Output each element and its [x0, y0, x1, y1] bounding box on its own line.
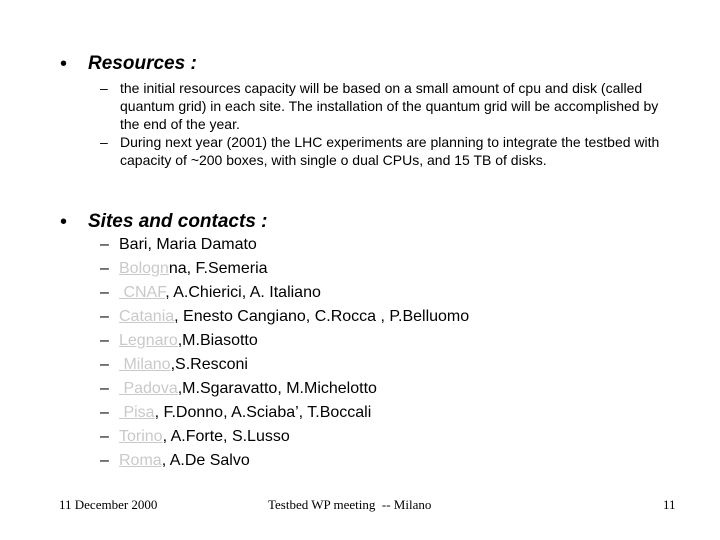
site-link-padova[interactable]: Padova: [119, 380, 178, 397]
resources-item-2-dash: –: [100, 134, 108, 150]
site-item-bari: [100, 235, 257, 255]
site-item-catania: [100, 307, 469, 327]
site-contacts: Bari, Maria Damato: [119, 236, 257, 253]
footer-date: 11 December 2000: [59, 497, 158, 512]
site-contacts: ,M.Sgaravatto, M.Michelotto: [177, 380, 377, 397]
site-item-cnaf: [100, 283, 321, 303]
site-dash: –: [100, 452, 109, 469]
site-dash: –: [100, 236, 109, 253]
site-link-catania[interactable]: Catania: [119, 308, 175, 325]
site-item-pisa: [100, 403, 371, 423]
site-contacts: , A.De Salvo: [161, 452, 250, 469]
site-item-milano: [100, 355, 248, 375]
site-item-bologna: [100, 259, 268, 279]
footer-page-number: 11: [663, 497, 676, 512]
site-link-pisa[interactable]: Pisa: [119, 404, 155, 421]
site-contacts: , Enesto Cangiano, C.Rocca , P.Belluomo: [174, 308, 470, 325]
sites-heading: Sites and contacts :: [88, 211, 268, 232]
site-dash: –: [100, 356, 109, 373]
site-contacts: ,S.Resconi: [170, 356, 248, 373]
site-dash: –: [100, 284, 109, 301]
site-dash: –: [100, 380, 109, 397]
site-item-roma: [100, 451, 250, 471]
sites-bullet: •: [60, 211, 68, 233]
site-link-cnaf[interactable]: CNAF: [119, 284, 166, 301]
site-link-roma[interactable]: Roma: [119, 452, 162, 469]
site-dash: –: [100, 260, 109, 277]
site-dash: –: [100, 428, 109, 445]
resources-item-1-dash: –: [100, 80, 108, 96]
site-contacts: , F.Donno, A.Sciaba’, T.Boccali: [154, 404, 372, 421]
site-contacts: ,M.Biasotto: [177, 332, 258, 349]
site-dash: –: [100, 332, 109, 349]
site-contacts: na, F.Semeria: [168, 260, 268, 277]
site-contacts: , A.Chierici, A. Italiano: [165, 284, 321, 301]
site-link-legnaro[interactable]: Legnaro: [119, 332, 178, 349]
site-link-bologna[interactable]: Bologn: [119, 260, 169, 277]
site-item-legnaro: [100, 331, 258, 351]
site-dash: –: [100, 404, 109, 421]
site-item-padova: [100, 379, 377, 399]
site-contacts: , A.Forte, S.Lusso: [162, 428, 290, 445]
resources-item-2-text: During next year (2001) the LHC experiments are planning to integrate the testbed with capacity of ~200 boxes, with single o dual CPUs, and 15 TB of disks.: [120, 134, 660, 168]
resources-heading: Resources :: [88, 53, 197, 74]
footer-event: Testbed WP meeting -- Milano: [268, 497, 432, 512]
site-link-torino[interactable]: Torino: [119, 428, 163, 445]
site-link-milano[interactable]: Milano: [119, 356, 171, 373]
site-item-torino: [100, 427, 290, 447]
site-dash: –: [100, 308, 109, 325]
resources-item-1-text: the initial resources capacity will be based on a small amount of cpu and disk (called quantum grid) in each site. The installation of the quantum grid will be accomplished by the end of the year.: [120, 80, 659, 132]
resources-bullet: •: [60, 53, 68, 75]
